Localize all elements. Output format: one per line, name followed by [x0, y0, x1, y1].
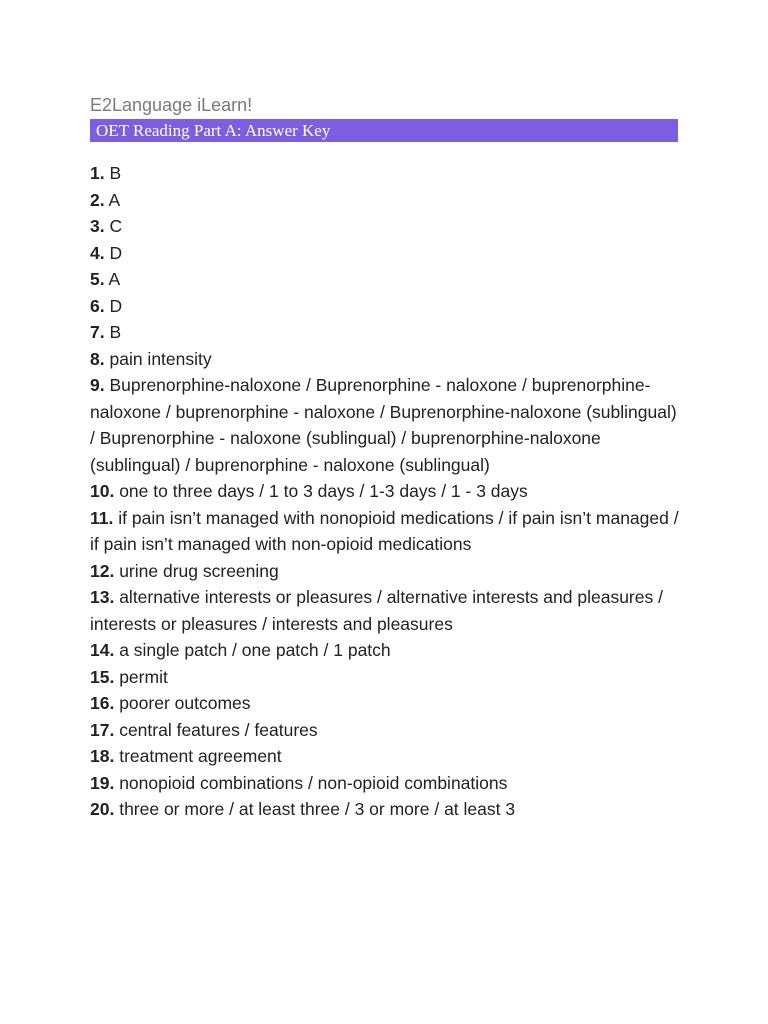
answer-text: treatment agreement — [119, 746, 282, 766]
answer-number: 2. — [90, 189, 105, 210]
answer-number: 14. — [90, 640, 115, 660]
answer-item — [90, 717, 680, 744]
answer-text: D — [109, 242, 123, 263]
answer-item — [90, 690, 680, 717]
answer-number: 10. — [90, 481, 115, 501]
answer-text: nonopioid combinations / non-opioid combinations — [119, 772, 508, 793]
answer-number: 7. — [90, 322, 105, 342]
answer-item — [90, 319, 680, 346]
answer-number: 17. — [90, 719, 115, 740]
answer-number: 5. — [90, 269, 105, 289]
answer-text: central features / features — [119, 719, 318, 740]
answer-number: 6. — [90, 295, 105, 316]
answer-item — [90, 293, 680, 320]
answer-number: 19. — [90, 772, 115, 793]
answer-text: A — [108, 269, 121, 289]
answer-item — [90, 240, 680, 267]
answer-text: if pain isn’t managed with nonopioid medications / if pain isn’t managed / if pain isn’t managed with non-opioid medications — [90, 507, 679, 554]
answer-item — [90, 346, 680, 373]
answer-text: alternative interests or pleasures / alternative interests and pleasures / interests or pleasures / interests and pleasures — [90, 587, 663, 634]
answer-number: 15. — [90, 666, 115, 687]
answer-item — [90, 770, 680, 797]
answer-text: A — [108, 189, 121, 210]
page-title-banner: OET Reading Part A: Answer Key — [90, 119, 678, 142]
answer-key-page — [90, 93, 680, 823]
answer-number: 4. — [90, 242, 105, 263]
answer-number: 3. — [90, 216, 105, 236]
answer-text: B — [109, 322, 122, 342]
answer-number: 13. — [90, 587, 115, 607]
answer-item — [90, 796, 680, 823]
answer-item — [90, 637, 680, 664]
answer-item — [90, 187, 680, 214]
answer-number: 11. — [90, 507, 114, 528]
answer-list — [90, 160, 680, 823]
answer-text: permit — [119, 666, 168, 687]
answer-text: B — [109, 163, 122, 183]
answer-item — [90, 505, 680, 558]
answer-item — [90, 266, 680, 293]
answer-text: three or more / at least three / 3 or more / at least 3 — [119, 799, 516, 819]
answer-number: 16. — [90, 693, 115, 713]
answer-text: pain intensity — [109, 348, 212, 369]
answer-number: 12. — [90, 560, 115, 581]
answer-number: 20. — [90, 799, 115, 819]
answer-text: Buprenorphine-naloxone / Buprenorphine - naloxone / buprenorphine-naloxone / buprenorphine - naloxone / Buprenorphine-naloxone (sublingual) / Buprenorphine - naloxone (sublingual) / buprenorphine-naloxone (sublingual) / buprenorphine - naloxone (sublingual) — [90, 375, 677, 475]
answer-text: poorer outcomes — [119, 693, 251, 713]
brand-text: E2Language iLearn! — [90, 95, 253, 115]
answer-item — [90, 664, 680, 691]
answer-item — [90, 743, 680, 770]
answer-text: D — [109, 295, 123, 316]
answer-number: 18. — [90, 746, 115, 766]
answer-text: one to three days / 1 to 3 days / 1-3 days / 1 - 3 days — [119, 481, 528, 501]
answer-item — [90, 372, 680, 478]
answer-text: a single patch / one patch / 1 patch — [119, 640, 391, 660]
answer-text: urine drug screening — [119, 560, 279, 581]
answer-number: 9. — [90, 375, 105, 395]
answer-item — [90, 558, 680, 585]
answer-item — [90, 584, 680, 637]
answer-text: C — [109, 216, 123, 236]
answer-number: 8. — [90, 348, 105, 369]
answer-number: 1. — [90, 163, 105, 183]
answer-item — [90, 478, 680, 505]
answer-item — [90, 160, 680, 187]
answer-item — [90, 213, 680, 240]
